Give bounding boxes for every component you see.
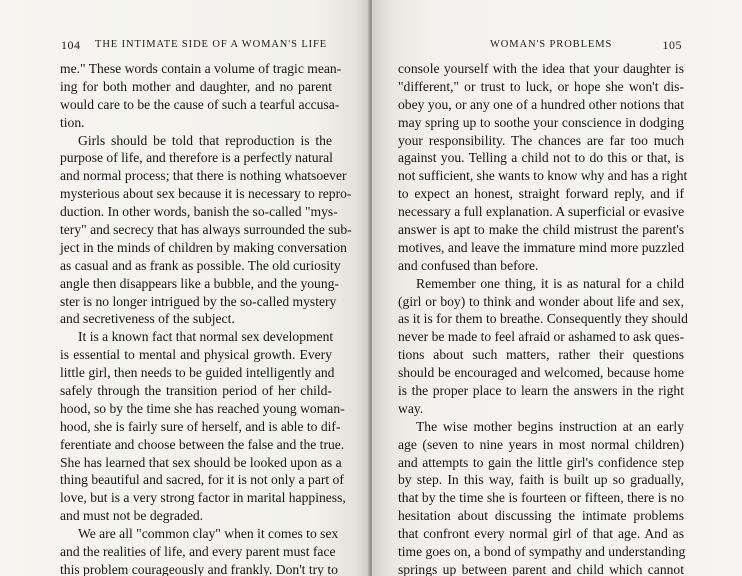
left-page-number: 104	[61, 38, 81, 52]
text-line: mysterious about sex because it is necessary to repro-	[60, 186, 352, 202]
text-line: The wise mother begins instruction at an early	[416, 418, 684, 434]
text-line: is the proper place to learn the answers in the right	[398, 383, 684, 399]
right-body-text	[398, 60, 688, 576]
text-line: to expect an honest, straight forward reply, and if	[398, 186, 684, 202]
text-line: age (seven to nine years in most normal children)	[398, 436, 684, 452]
text-line: little girl, then needs to be guided intelligently and	[60, 365, 335, 381]
right-running-head: WOMAN'S PROBLEMS	[490, 39, 613, 50]
right-page	[372, 0, 742, 576]
text-line: not sufficient, she wants to know why and has a right	[398, 168, 688, 184]
text-line: Remember one thing, it is as natural for a child	[416, 275, 684, 291]
text-line: (girl or boy) to think and wonder about life and sex,	[398, 293, 684, 309]
text-line: necessary a full explanation. A superficial or evasive	[398, 204, 685, 220]
text-line: obey you, or any one of a hundred other notions that	[398, 96, 684, 112]
text-line: ject in the minds of children by making conversation	[60, 239, 347, 255]
text-line: springs up between parent and child which cannot	[398, 561, 684, 576]
text-line: way.	[398, 400, 424, 416]
text-line: tion.	[60, 114, 85, 130]
text-line: that confront every normal girl of that age. And as	[398, 526, 684, 542]
text-line: ferentiate and choose between the false and the true.	[60, 436, 345, 452]
text-line: thing beautiful and sacred, for it is not only a part of	[60, 472, 344, 488]
text-line: your responsibility. The chances are far too much	[398, 132, 684, 148]
text-line: is essential to mental and physical growth. Every	[60, 347, 332, 363]
text-line: and confused than before.	[398, 257, 539, 273]
text-line: tery" and secrecy that has always surrounded the sub-	[60, 222, 352, 238]
text-line: hood, so by the time she has reached young woman-	[60, 400, 345, 416]
text-line: Girls should be told that reproduction is the	[78, 132, 332, 148]
text-line: and the realities of life, and every parent must face	[60, 544, 336, 560]
right-page-number: 105	[662, 38, 682, 52]
text-line: that by the time she is fourteen or fifteen, there is no	[398, 490, 684, 506]
text-line: me." These words contain a volume of tragic mean-	[60, 61, 342, 76]
text-line: and must not be degraded.	[60, 508, 204, 524]
text-line: and secretiveness of the subject.	[60, 311, 235, 327]
text-line: motives, and leave the immature mind more puzzled	[398, 239, 684, 255]
left-body-text	[60, 60, 352, 576]
text-line: as casual and as frank as possible. The old curiosity	[60, 257, 341, 273]
left-running-head: THE INTIMATE SIDE OF A WOMAN'S LIFE	[95, 39, 328, 50]
text-line: console yourself with the idea that your daughter is	[398, 61, 684, 76]
text-line: time goes on, a bond of sympathy and understanding	[398, 544, 686, 560]
text-line: duction. In other words, banish the so-called "mys-	[60, 204, 338, 220]
text-line: would care to be the cause of such a tearful accusa-	[60, 96, 340, 112]
text-line: love, but is a very strong factor in marital happiness,	[60, 490, 346, 506]
text-line: hesitation about discussing the intimate problems	[398, 508, 684, 524]
text-line: "different," or trust to luck, or hope she won't dis-	[398, 78, 684, 94]
text-line: against you. Telling a child not to do this or that, is	[398, 150, 684, 166]
text-line: this problem courageously and frankly. Don't try to	[60, 561, 338, 576]
text-line: hood, she is fairly sure of herself, and is able to dif-	[60, 418, 341, 434]
text-line: angle then disappears like a bubble, and the young-	[60, 275, 339, 291]
text-line: tions about such matters, rather their questions	[398, 347, 684, 363]
text-line: may spring up to soothe your conscience in dodging	[398, 114, 684, 130]
text-line: She has learned that sex should be looked upon as a	[60, 454, 342, 470]
text-line: ing for both mother and daughter, and no parent	[60, 78, 332, 94]
text-line: We are all "common clay" when it comes to sex	[78, 526, 339, 542]
text-line: purpose of life, and therefore is a perfectly natural	[60, 150, 333, 166]
left-page	[0, 0, 370, 576]
text-line: and attempts to gain the little girl's confidence step	[398, 454, 684, 470]
text-line: and normal process; that there is nothing whatsoever	[60, 168, 347, 184]
text-line: answer is apt to make the child mistrust the parent's	[398, 222, 684, 238]
text-line: ster is no longer intrigued by the so-called mystery	[60, 293, 337, 309]
text-line: should be encouraged and welcomed, because home	[398, 365, 684, 381]
text-line: It is a known fact that normal sex development	[78, 329, 334, 345]
text-line: never be made to feel afraid or ashamed to ask ques-	[398, 329, 685, 345]
text-line: as it is for them to breathe. Consequently they should	[398, 311, 688, 327]
text-line: by step. In this way, faith is built up so gradually,	[398, 472, 684, 488]
text-line: safely through the transition period of her child-	[60, 383, 332, 399]
